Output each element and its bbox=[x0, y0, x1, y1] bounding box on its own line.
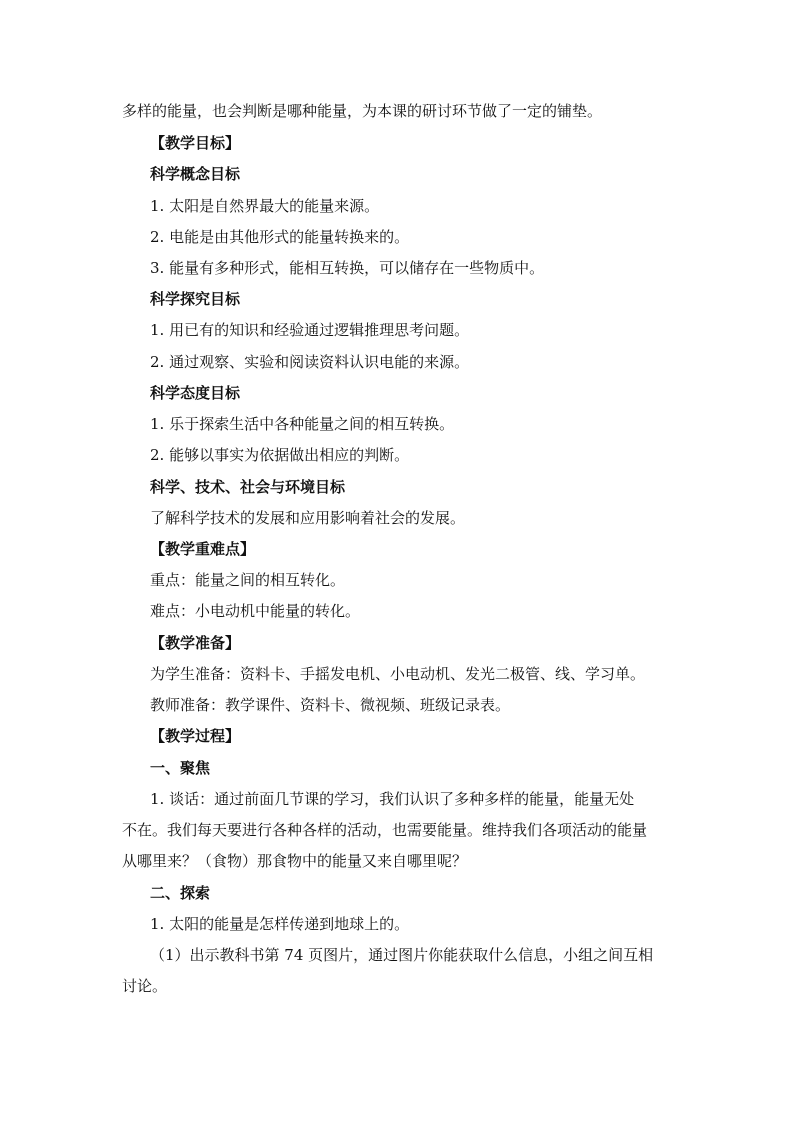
section-heading: 【教学过程】 bbox=[150, 727, 241, 745]
subsection-heading: 一、聚焦 bbox=[150, 759, 211, 777]
subsection-heading: 科学态度目标 bbox=[150, 384, 241, 402]
list-item: 3. 能量有多种形式，能相互转换，可以储存在一些物质中。 bbox=[150, 259, 545, 277]
list-item: 2. 能够以事实为依据做出相应的判断。 bbox=[150, 446, 410, 464]
subsection-heading: 科学探究目标 bbox=[150, 290, 241, 308]
text-line: 教师准备：教学课件、资料卡、微视频、班级记录表。 bbox=[150, 696, 511, 714]
section-heading: 【教学准备】 bbox=[150, 634, 241, 652]
paragraph-line: 1. 太阳的能量是怎样传递到地球上的。 bbox=[150, 915, 410, 933]
list-item: 2. 电能是由其他形式的能量转换来的。 bbox=[150, 228, 410, 246]
text-line: 重点：能量之间的相互转化。 bbox=[150, 571, 346, 589]
paragraph-line: 讨论。 bbox=[122, 977, 168, 995]
text-line: 为学生准备：资料卡、手摇发电机、小电动机、发光二极管、线、学习单。 bbox=[150, 665, 646, 683]
list-item: 1. 用已有的知识和经验通过逻辑推理思考问题。 bbox=[150, 321, 470, 339]
text-line: 难点：小电动机中能量的转化。 bbox=[150, 602, 361, 620]
subsection-heading: 科学、技术、社会与环境目标 bbox=[150, 478, 346, 496]
subsection-heading: 二、探索 bbox=[150, 884, 211, 902]
list-item: 1. 太阳是自然界最大的能量来源。 bbox=[150, 197, 380, 215]
list-item: 2. 通过观察、实验和阅读资料认识电能的来源。 bbox=[150, 353, 470, 371]
section-heading: 【教学目标】 bbox=[150, 134, 241, 152]
paragraph-line: 从哪里来？（食物）那食物中的能量又来自哪里呢？ bbox=[122, 852, 468, 870]
section-heading: 【教学重难点】 bbox=[150, 540, 256, 558]
text-line: 了解科学技术的发展和应用影响着社会的发展。 bbox=[150, 509, 466, 527]
text-line: 多样的能量，也会判断是哪种能量，为本课的研讨环节做了一定的铺垫。 bbox=[122, 102, 603, 120]
paragraph-line: 1. 谈话：通过前面几节课的学习，我们认识了多种多样的能量，能量无处 bbox=[150, 790, 635, 808]
list-item: 1. 乐于探索生活中各种能量之间的相互转换。 bbox=[150, 415, 455, 433]
paragraph-line: （1）出示教科书第 74 页图片，通过图片你能获取什么信息，小组之间互相 bbox=[150, 946, 654, 964]
subsection-heading: 科学概念目标 bbox=[150, 165, 241, 183]
paragraph-line: 不在。我们每天要进行各种各样的活动，也需要能量。维持我们各项活动的能量 bbox=[122, 821, 648, 839]
